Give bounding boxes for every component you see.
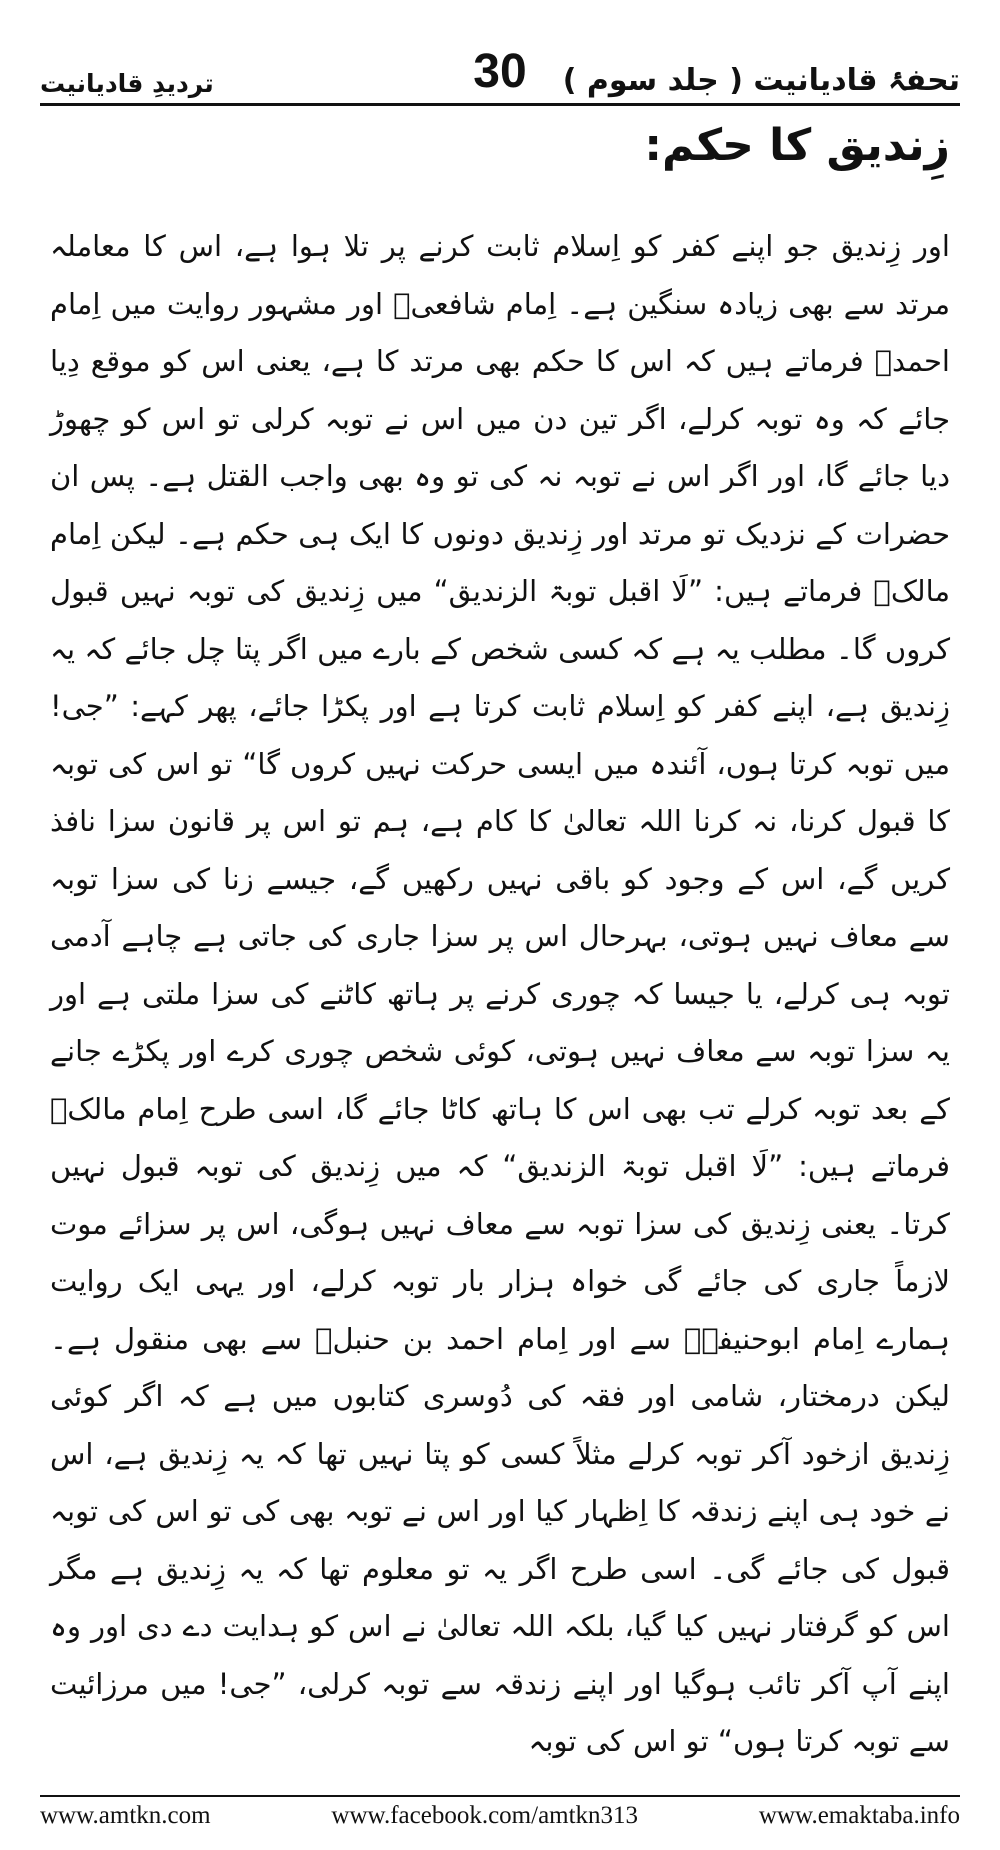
body-sentence: مطلب یہ ہے کہ کسی شخص کے بارے میں اگر پتا چل جائے کہ یہ زِندیق ہے، اپنے کفر کو اِسلام ثابت کرتا ہے اور پکڑا جائے، پھر کہے: ”جی! میں توبہ کرتا ہوں، آئندہ میں ایسی حرکت نہیں کروں گا“ تو اس کی توبہ کا قبول کرنا، نہ کرنا اللہ تعالیٰ کا کام ہے، ہم تو اس پر قانون سزا نافذ کریں گے، اس کے وجود کو باقی نہیں رکھیں گے، جیسے زنا کی سزا توبہ سے معاف نہیں ہوتی، بہرحال اس پر سزا جاری کی جاتی ہے چاہے آدمی توبہ ہی کرلے، یا جیسا کہ چوری کرنے پر ہاتھ کاٹنے کی سزا ملتی ہے اور یہ سزا توبہ سے معاف نہیں ہوتی، کوئی شخص چوری کرے اور پکڑے جانے کے بعد توبہ کرلے تب بھی اس کا ہاتھ کاٹا جائے گا، اسی طرح اِمام مالکؒ فرماتے ہیں: ”لَا اقبل توبۃ الزندیق“ کہ میں زِندیق کی توبہ قبول نہیں کرتا۔: [50, 631, 950, 1241]
footer-link-emaktaba: www.emaktaba.info: [758, 1802, 960, 1829]
footer-link-facebook: www.facebook.com/amtkn313: [331, 1802, 639, 1829]
footer-divider: [40, 1795, 960, 1797]
header-divider: [40, 103, 960, 106]
page-header: [40, 28, 960, 98]
body-sentence: اور زِندیق جو اپنے کفر کو اِسلام ثابت کرنے پر تلا ہوا ہے، اس کا معاملہ مرتد سے بھی زیادہ سنگین ہے۔: [50, 229, 950, 321]
body-sentence: لیکن اِمام مالکؒ فرماتے ہیں: ”لَا اقبل توبۃ الزندیق“ میں زِندیق کی توبہ نہیں قبول کروں گا۔: [50, 516, 951, 666]
body-sentence: لیکن درمختار، شامی اور فقہ کی دُوسری کتابوں میں ہے کہ اگر کوئی زِندیق ازخود آکر توبہ کرلے مثلاً کسی کو پتا نہیں تھا کہ یہ زِندیق ہے، اس نے خود ہی اپنے زندقہ کا اِظہار کیا اور اس نے توبہ بھی کی تو اس کی توبہ قبول کی جائے گی۔: [50, 1379, 951, 1586]
body-sentence: اسی طرح اگر یہ تو معلوم تھا کہ یہ زِندیق ہے مگر اس کو گرفتار نہیں کیا گیا، بلکہ اللہ تعالیٰ نے اس کو ہدایت دے دی اور وہ اپنے آپ آکر تائب ہوگیا اور اپنے زندقہ سے توبہ کرلی، ”جی! میں مرزائیت سے توبہ کرتا ہوں“ تو اس کی توبہ: [50, 1551, 950, 1758]
page-footer: [40, 1802, 960, 1830]
section-title: تردیدِ قادیانیت: [40, 69, 214, 98]
page-number: 30: [473, 45, 527, 98]
section-heading: زِندیق کا حکم:: [644, 120, 950, 171]
body-sentence: پس ان حضرات کے نزدیک تو مرتد اور زِندیق دونوں کا ایک ہی حکم ہے۔: [50, 459, 951, 551]
body-sentence: اِمام شافعیؒ اور مشہور روایت میں اِمام احمدؒ فرماتے ہیں کہ اس کا حکم بھی مرتد کا ہے، یعنی اس کو موقع دِیا جائے کہ وہ توبہ کرلے، اگر تین دن میں اس نے توبہ کرلی تو اس کو چھوڑ دیا جائے گا، اور اگر اس نے توبہ نہ کی تو وہ بھی واجب القتل ہے۔: [50, 286, 950, 493]
footer-link-amtkn: www.amtkn.com: [40, 1802, 211, 1829]
body-sentence: یعنی زِندیق کی سزا توبہ سے معاف نہیں ہوگی، اس پر سزائے موت لازماً جاری کی جائے گی خواہ ہزار بار توبہ کرلے، اور یہی ایک روایت ہمارے اِمام ابوحنیفہؒ سے اور اِمام احمد بن حنبلؒ سے بھی منقول ہے۔: [50, 1206, 950, 1356]
book-title: تحفۂ قادیانیت ( جلد سوم ): [562, 63, 960, 98]
body-paragraph: [50, 218, 951, 1758]
